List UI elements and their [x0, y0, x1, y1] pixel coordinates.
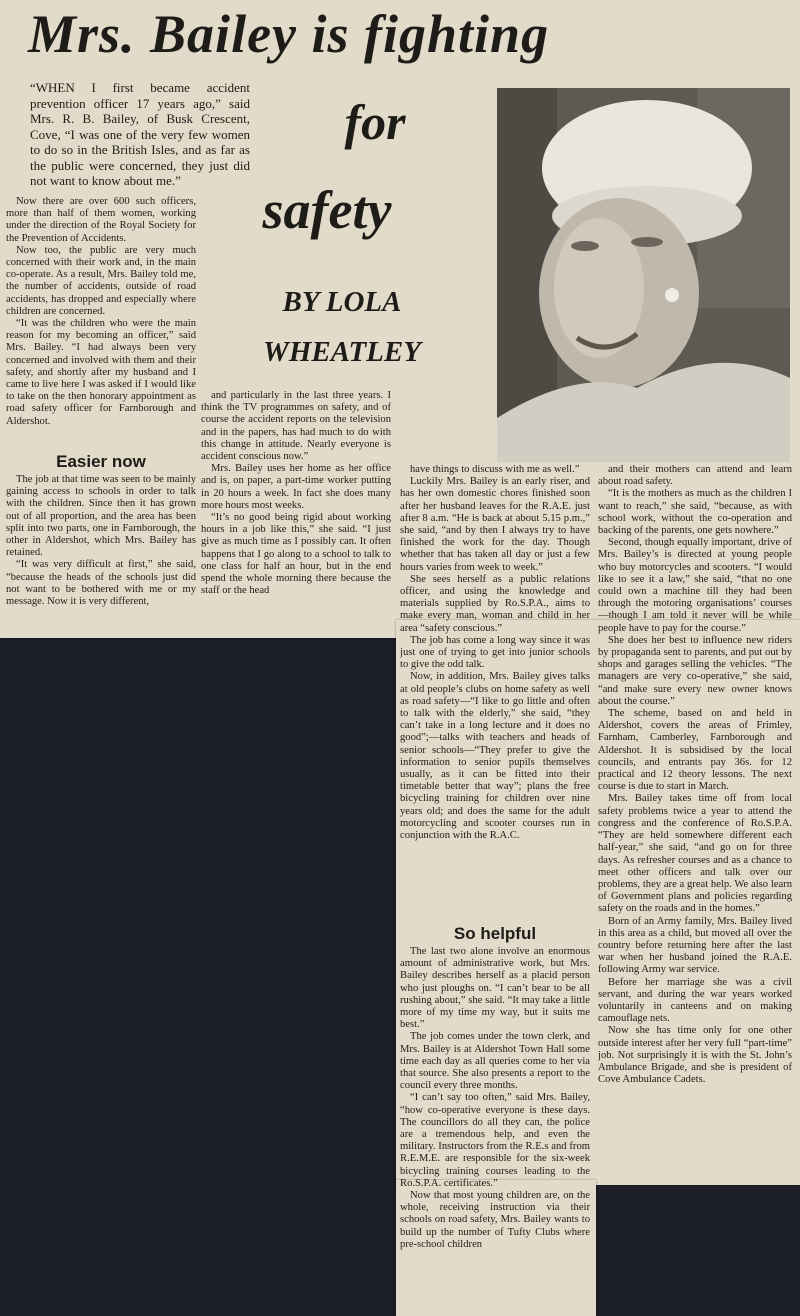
portrait-photo: [497, 88, 790, 462]
paragraph: Luckily Mrs. Bailey is an early riser, and has her own domestic chores finished soon after her husband leaves for the R.A.E. just after 8 a.m. “He is back at about 5.15 p.m.,” she said, “and by then I always try to have finished the work for the day. Though whether that has taken all day or just a few hours varies from week to week.”: [400, 476, 590, 573]
paragraph: “I can’t say too often,” said Mrs. Bailey, “how co-operative everyone is these days. The councillors do all they can, the police are a tremendous help, and even the military. Instructors from the R.E.s and from R.E.M.E. are responsible for the six-week bicycling training courses leading to the Ro.S.P.A. certificates.”: [400, 1092, 590, 1189]
paragraph: The job comes under the town clerk, and Mrs. Bailey is at Aldershot Town Hall some time each day as all queries come to her via that source. She also presents a report to the council every three months.: [400, 1031, 590, 1092]
column-2: [201, 390, 391, 626]
paragraph: Before her marriage she was a civil servant, and during the war years worked voluntarily in canteens and on making camouflage nets.: [598, 976, 792, 1025]
paragraph: The job at that time was seen to be mainly gaining access to schools in order to talk with the children. Since then it has grown out of all proportion, and the area has been split into two parts, one in Farnborough, the other in Aldershot, which Mrs. Bailey has retained.: [6, 474, 196, 559]
paragraph: Now, in addition, Mrs. Bailey gives talks at old people’s clubs on home safety as well as road safety—“I like to go little and often to talk with the elderly,” she said, “they can’t take in a long lecture and it does no good”;—talks with teachers and heads of senior schools—“They prefer to give the information to senior pupils themselves usually, as it can be fitted into their timetable better that way”; plans the free bicycling training for children over nine years old; and does the same for the adult motorcycling and scooter courses run in conjunction with the R.A.C.: [400, 671, 590, 842]
lead-paragraph: “WHEN I first became accident prevention officer 17 years ago,” said Mrs. R. B. Bailey, of Busk Crescent, Cove, “I was one of the very few women to do so in the British Isles, and as far as the public were concerned, they just did not want to know about me.”: [30, 80, 250, 188]
subhead-easier-now: Easier now: [56, 452, 146, 471]
paragraph: “It was very difficult at first,” she said, “because the heads of the schools just did not want to be bothered with me or my message. Now it is very different,: [6, 559, 196, 608]
paragraph: She sees herself as a public relations officer, and using the knowledge and materials supplied by Ro.S.P.A., aims to make every man, woman and child in her area “safety conscious.”: [400, 573, 590, 634]
paragraph: “It was the children who were the main reason for my becoming an officer,” said Mrs. Bailey. “I had always been very concerned and involved with them and their safety, and shortly after my husband and I came to live here I was asked if I would like to take on the then honorary appointment as road safety officer for Farnborough and Aldershot.: [6, 318, 196, 427]
headline-for: for: [344, 94, 406, 150]
paragraph: and their mothers can attend and learn about road safety.: [598, 464, 792, 488]
portrait-illustration: [497, 88, 790, 462]
paragraph: “It’s no good being rigid about working hours in a job like this,” she said. “I just give as much time as I possibly can. It often happens that I go along to a school to talk to one class for half an hour, but in the end spend the whole morning there because the staff or the head: [201, 512, 391, 597]
byline-2: WHEATLEY: [263, 336, 421, 368]
paragraph: She does her best to influence new riders by propaganda sent to parents, and put out by shops and garages selling the vehicles. “The managers are very co-operative,” she said, “and make sure every new owner knows about the course.”: [598, 634, 792, 707]
paragraph: and particularly in the last three years. I think the TV programmes on safety, and of course the accident reports on the television and in the papers, has had much to do with this change in attitude. Nearly everyone is accident conscious now.”: [201, 390, 391, 463]
paragraph: Now that most young children are, on the whole, receiving instruction via their schools on road safety, Mrs. Bailey wants to build up the number of Tufty Clubs where pre-school children: [400, 1190, 590, 1250]
paragraph: The scheme, based on and held in Aldershot, covers the areas of Frimley, Farnham, Camberley, Farnborough and Aldershot. It is subsidised by the local councils, and entrants pay 36s. for 12 practical and 12 theory lessons. The next course is due to start in March.: [598, 708, 792, 793]
subhead-so-helpful: So helpful: [453, 924, 537, 943]
paragraph: The last two alone involve an enormous amount of administrative work, but Mrs. Bailey describes herself as a placid person who just ploughs on. “I can’t bear to be all rushing about,” she said. “It may take a little more of my time my way, but it suits me best.”: [400, 946, 590, 1031]
column-3b: [400, 946, 590, 1312]
paragraph: Now too, the public are very much concerned with their work and, in the main co-operate. As a result, Mrs. Bailey told me, the number of accidents, outside of road accidents, has dropped and especially where children are concerned.: [6, 244, 196, 317]
paragraph: The job has come a long way since it was just one of trying to get into junior schools to give the odd talk.: [400, 634, 590, 671]
column-3: [400, 464, 590, 920]
paragraph: “It is the mothers as much as the children I want to reach,” she said, “because, as with school work, without the co-operation and backing of the parents, one gets nowhere.”: [598, 488, 792, 537]
column-1: [6, 196, 196, 446]
paragraph: Mrs. Bailey takes time off from local safety problems twice a year to attend the congress and the conference of Ro.S.P.A. “They are held somewhere different each half-year,” she said, “and go on for three days. As refresher courses and as a chance to meet other officers and talk over our problems, they are a great help. We also learn of Government plans and policies regarding safety on the roads and in the homes.”: [598, 793, 792, 915]
paragraph: Mrs. Bailey uses her home as her office and is, on paper, a part-time worker putting in 20 hours a week. In fact she does many more hours most weeks.: [201, 463, 391, 511]
paragraph: Second, though equally important, drive of Mrs. Bailey’s is directed at young people who buy motorcycles and scooters. “I would like to see it a law,” she said, “that no one could own a machine till they had been through the motoring organisations’ courses—though I am told it never will be while people have to pay for the course.”: [598, 537, 792, 634]
headline-safety: safety: [262, 180, 392, 240]
paragraph: Now she has time only for one other outside interest after her very full “part-time” job. Not surprisingly it is with the St. John’s Ambulance Brigade, and she is president of Cove Ambulance Cadets.: [598, 1025, 792, 1086]
paragraph: Born of an Army family, Mrs. Bailey lived in this area as a child, but moved all over the country before returning here after the last war when her husband joined the R.A.E. following Army war service.: [598, 915, 792, 976]
column-4: [598, 464, 792, 1180]
paragraph: have things to discuss with me as well.”: [410, 464, 580, 475]
byline-1: BY LOLA: [282, 286, 402, 318]
paragraph: Now there are over 600 such officers, more than half of them women, working under the direction of the Royal Society for the Prevention of Accidents.: [6, 196, 196, 244]
column-1b: [6, 474, 196, 624]
headline: Mrs. Bailey is fighting: [28, 4, 550, 64]
